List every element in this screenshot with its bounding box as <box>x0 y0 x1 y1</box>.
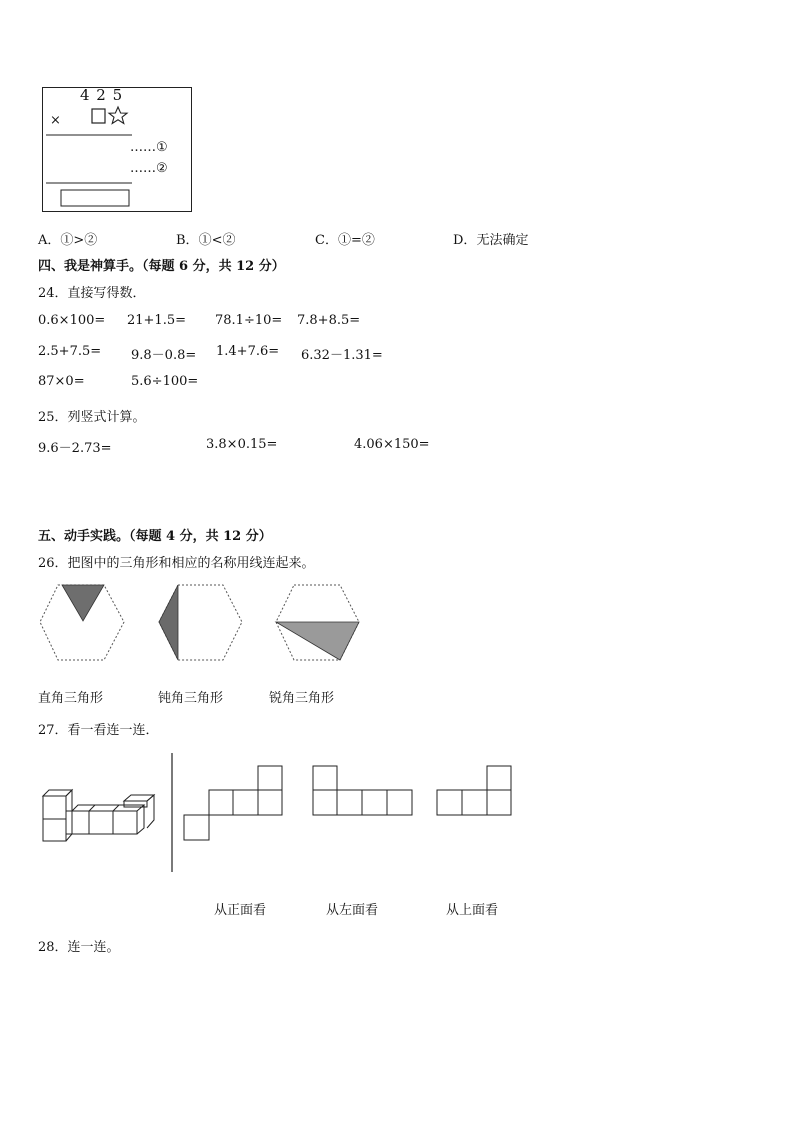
q27-figures <box>40 750 530 880</box>
q26-title: 26．把图中的三角形和相应的名称用线连起来。 <box>38 556 315 571</box>
option-b[interactable] <box>176 229 235 248</box>
star-icon <box>109 107 127 124</box>
option-text: ①>② <box>60 233 98 248</box>
option-text: 无法确定 <box>476 233 529 248</box>
q25-title: 25．列竖式计算。 <box>38 410 146 425</box>
line1-marker: ……① <box>130 140 168 155</box>
option-letter: D． <box>453 233 477 248</box>
multiplication-frame <box>42 87 192 212</box>
q26-hexagons <box>36 582 416 667</box>
q27-label[interactable]: 从左面看 <box>326 903 379 918</box>
option-d[interactable] <box>453 229 528 248</box>
cube-stack-figure <box>43 790 154 841</box>
option-text: ①<② <box>198 233 236 248</box>
q28-title: 28．连一连。 <box>38 940 120 955</box>
q27-label[interactable]: 从正面看 <box>214 903 267 918</box>
view-grid-3[interactable] <box>437 766 511 815</box>
multiplication-figure <box>42 87 192 212</box>
q26-label[interactable]: 钝角三角形 <box>158 691 224 706</box>
section-4-title: 四、我是神算手。（每题 6 分，共 12 分） <box>38 259 285 274</box>
q24-item: 7.8+8.5= <box>297 313 361 328</box>
hexagon-right-triangle[interactable] <box>40 585 124 660</box>
q24-item: 21+1.5= <box>127 313 187 328</box>
view-grid-2[interactable] <box>313 766 412 815</box>
q24-item: 2.5+7.5= <box>38 344 102 359</box>
q24-item: 78.1÷10= <box>215 313 283 328</box>
option-c[interactable] <box>315 229 375 248</box>
q25-item: 3.8×0.15= <box>206 437 278 452</box>
option-text: ①=② <box>337 233 375 248</box>
q24-item: 5.6÷100= <box>131 374 199 389</box>
q24-item: 9.8－0.8= <box>131 348 197 363</box>
option-letter: B． <box>176 233 199 248</box>
q24-title: 24．直接写得数． <box>38 286 146 301</box>
blank-square-icon <box>92 109 105 123</box>
line2-marker: ……② <box>130 161 168 176</box>
q24-item: 6.32－1.31= <box>301 348 383 363</box>
q27-title: 27．看一看连一连． <box>38 723 159 738</box>
q25-item: 4.06×150= <box>354 437 430 452</box>
q24-item: 0.6×100= <box>38 313 106 328</box>
hexagon-obtuse-triangle[interactable] <box>159 585 242 660</box>
q25-item: 9.6－2.73= <box>38 441 112 456</box>
q24-item: 87×0= <box>38 374 85 389</box>
q26-label[interactable]: 锐角三角形 <box>269 691 335 706</box>
times-sign: × <box>50 113 61 128</box>
q24-item: 1.4+7.6= <box>216 344 280 359</box>
option-letter: A． <box>38 233 61 248</box>
option-a[interactable] <box>38 229 97 248</box>
top-number: 4 2 5 <box>80 86 124 104</box>
view-grid-1[interactable] <box>184 766 282 840</box>
q27-label[interactable]: 从上面看 <box>446 903 499 918</box>
option-letter: C． <box>315 233 338 248</box>
hexagon-acute-triangle[interactable] <box>276 585 359 660</box>
section-5-title: 五、动手实践。（每题 4 分，共 12 分） <box>38 529 272 544</box>
q26-label[interactable]: 直角三角形 <box>38 691 104 706</box>
